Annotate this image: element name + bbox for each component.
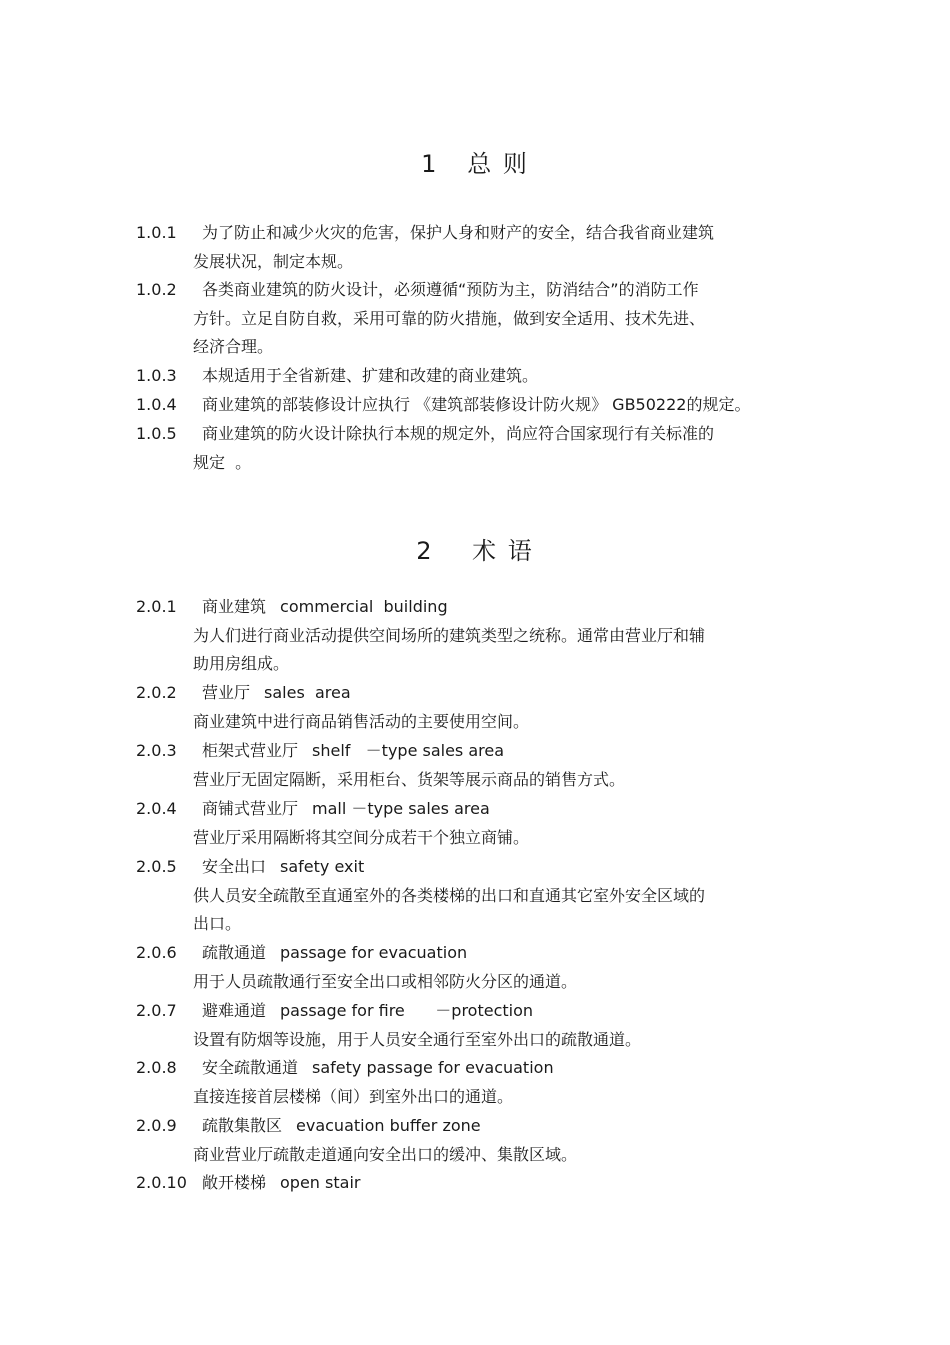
term-chinese: 敞开楼梯 [202,1173,267,1192]
term-definition: 为人们进行商业活动提供空间场所的建筑类型之统称。通常由营业厅和辅 [193,625,706,645]
clause-1-0-3 [136,362,836,391]
clause-1-0-5 [136,420,836,477]
term-2-0-7 [136,997,836,1054]
chapter-2-title: 2 术 语 [416,537,534,565]
term-chinese: 商业建筑 [202,597,267,616]
term-number: 2.0.5 [136,857,177,876]
term-2-0-4 [136,795,836,852]
clause-text: 商业建筑的防火设计除执行本规的规定外，尚应符合国家现行有关标准的 [202,424,715,443]
clause-number: 1.0.5 [136,424,177,443]
clause-text: 商业建筑的部装修设计应执行 《建筑部装修设计防火规》 GB50222的规定。 [202,395,751,414]
clause-text-continued: 发展状况，制定本规。 [193,251,354,271]
term-english: safety exit [280,857,365,876]
term-number: 2.0.2 [136,683,177,702]
term-definition: 用于人员疏散通行至安全出口或相邻防火分区的通道。 [193,971,578,991]
clause-number: 1.0.1 [136,223,177,242]
term-2-0-8 [136,1054,836,1111]
term-english: evacuation buffer zone [296,1116,481,1135]
term-definition: 助用房组成。 [193,654,290,674]
term-definition: 供人员安全疏散至直通室外的各类楼梯的出口和直通其它室外安全区域的 [193,885,706,905]
term-english: safety passage for evacuation [312,1058,554,1077]
clause-text: 为了防止和减少火灾的危害，保护人身和财产的安全，结合我省商业建筑 [202,223,715,242]
term-number: 2.0.10 [136,1173,187,1192]
term-chinese: 商铺式营业厅 [202,799,299,818]
chapter-1-title: 1 总 则 [421,150,529,178]
term-chinese: 疏散集散区 [202,1116,283,1135]
clause-number: 1.0.3 [136,366,177,385]
term-2-0-5 [136,853,836,939]
term-english: commercial building [280,597,448,616]
term-number: 2.0.3 [136,741,177,760]
term-2-0-9 [136,1112,836,1169]
term-definition: 设置有防烟等设施，用于人员安全通行至室外出口的疏散通道。 [193,1029,642,1049]
clause-text-continued: 经济合理。 [193,337,274,357]
term-2-0-1 [136,593,836,679]
term-english: open stair [280,1173,361,1192]
clause-text: 本规适用于全省新建、扩建和改建的商业建筑。 [202,366,539,385]
term-2-0-3 [136,737,836,794]
term-chinese: 营业厅 [202,683,251,702]
term-chinese: 避难通道 [202,1001,267,1020]
term-number: 2.0.4 [136,799,177,818]
clause-text: 各类商业建筑的防火设计，必须遵循“预防为主，防消结合”的消防工作 [202,280,699,299]
term-number: 2.0.9 [136,1116,177,1135]
clause-1-0-1 [136,219,836,276]
term-definition: 营业厅采用隔断将其空间分成若干个独立商铺。 [193,827,530,847]
clause-1-0-2 [136,276,836,362]
clause-number: 1.0.4 [136,395,177,414]
term-definition: 商业建筑中进行商品销售活动的主要使用空间。 [193,711,530,731]
clause-text-continued: 方针。立足自防自救，采用可靠的防火措施，做到安全适用、技术先进、 [193,308,706,328]
term-definition: 直接连接首层楼梯（间）到室外出口的通道。 [193,1086,514,1106]
term-number: 2.0.8 [136,1058,177,1077]
term-definition: 营业厅无固定隔断，采用柜台、货架等展示商品的销售方式。 [193,769,626,789]
term-definition: 出口。 [193,914,242,934]
term-chinese: 安全疏散通道 [202,1058,299,1077]
term-english: sales area [264,683,351,702]
term-english: mall －type sales area [312,799,490,818]
term-number: 2.0.6 [136,943,177,962]
term-number: 2.0.7 [136,1001,177,1020]
term-chinese: 柜架式营业厅 [202,741,299,760]
clause-number: 1.0.2 [136,280,177,299]
term-chinese: 疏散通道 [202,943,267,962]
term-english: passage for evacuation [280,943,468,962]
term-english: shelf －type sales area [312,741,505,760]
term-english: passage for fire －protection [280,1001,534,1020]
clause-1-0-4 [136,391,836,420]
term-2-0-10 [136,1169,836,1198]
term-chinese: 安全出口 [202,857,267,876]
term-definition: 商业营业厅疏散走道通向安全出口的缓冲、集散区域。 [193,1144,578,1164]
term-2-0-2 [136,679,836,736]
term-number: 2.0.1 [136,597,177,616]
term-2-0-6 [136,939,836,996]
clause-text-continued: 规定 。 [193,452,252,472]
